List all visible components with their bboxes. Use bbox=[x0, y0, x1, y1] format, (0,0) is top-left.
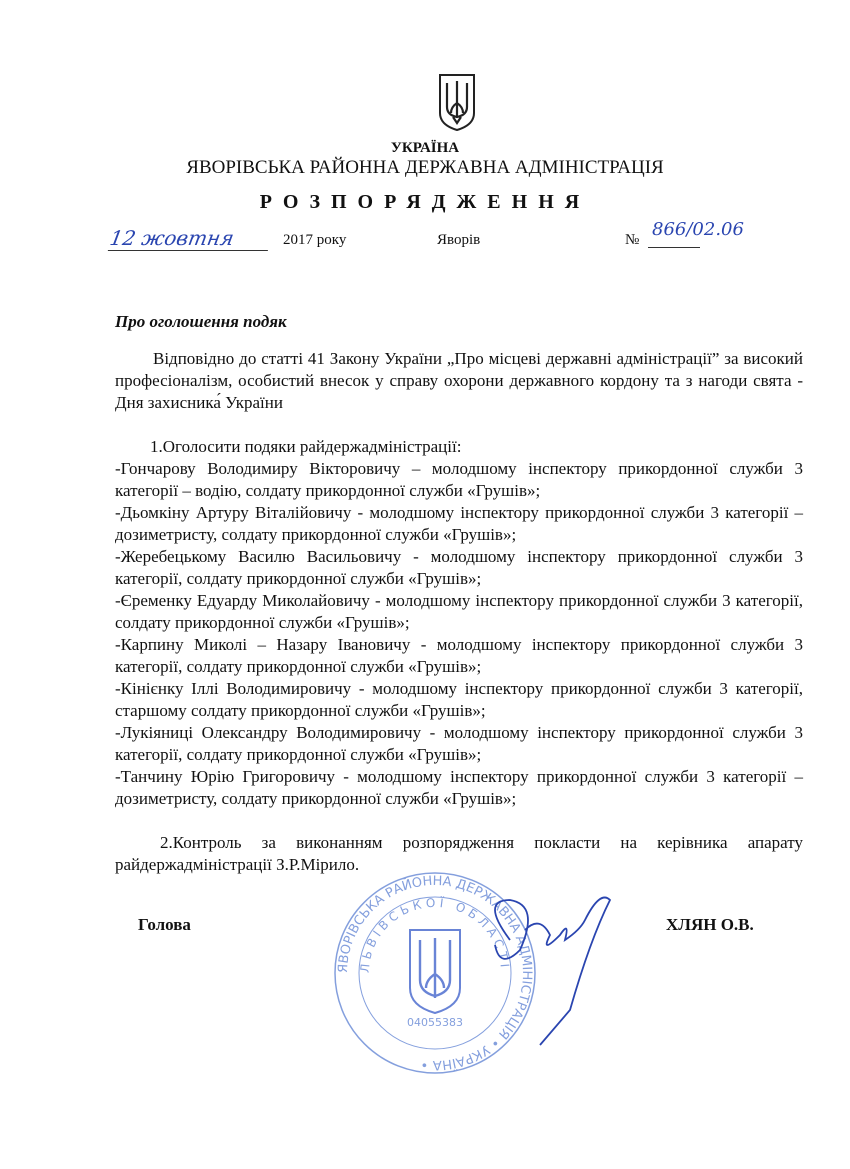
recipient-item: -Лукіяниці Олександру Володимировичу - молодшому інспектору прикордонної служби 3 категорії, солдату прикордонної служби «Грушів»; bbox=[115, 723, 803, 764]
document-subject: Про оголошення подяк bbox=[115, 312, 287, 331]
document-body bbox=[115, 348, 803, 876]
recipient-item: -Жеребецькому Василю Васильовичу - молодшому інспектору прикордонної служби 3 категорії, солдату прикордонної служби «Грушів»; bbox=[115, 547, 803, 588]
recipient-item: -Гончарову Володимиру Вікторовичу – молодшому інспектору прикордонної служби 3 категорії – водію, солдату прикордонної служби «Грушів»; bbox=[115, 459, 803, 500]
trident-emblem-icon bbox=[437, 73, 477, 131]
svg-text:ЛЬВІВСЬКОЇ ОБЛАСТІ: ЛЬВІВСЬКОЇ ОБЛАСТІ bbox=[357, 895, 513, 974]
country-heading: УКРАЇНА bbox=[390, 140, 460, 156]
number-sign: № bbox=[625, 232, 640, 248]
recipient-item: -Кінієнку Іллі Володимировичу - молодшому інспектору прикордонної служби 3 категорії, старшому солдату прикордонної служби «Грушів»; bbox=[115, 679, 803, 720]
svg-text:04055383: 04055383 bbox=[407, 1016, 463, 1029]
recipient-item: -Дьомкіну Артуру Віталійовичу - молодшому інспектору прикордонної служби 3 категорії – дозиметристу, солдату прикордонної служби «Грушів»; bbox=[115, 503, 803, 544]
document-type-heading: РОЗПОРЯДЖЕННЯ bbox=[259, 191, 591, 213]
handwritten-signature bbox=[470, 880, 630, 1050]
city-label: Яворів bbox=[437, 232, 481, 248]
signatory-name: ХЛЯН О.В. bbox=[666, 915, 754, 934]
number-underline bbox=[648, 247, 700, 248]
svg-text:ЯВОРІВСЬКА РАЙОННА ДЕРЖАВНА АД: ЯВОРІВСЬКА РАЙОННА ДЕРЖАВНА АДМІНІСТРАЦІЯ • УКРАЇНА • bbox=[335, 873, 535, 1073]
recipient-item: -Єременку Едуарду Миколайовичу - молодшому інспектору прикордонної служби 3 категорії, солдату прикордонної служби «Грушів»; bbox=[115, 591, 803, 632]
item-2-control: 2.Контроль за виконанням розпорядження покласти на керівника апарату райдержадміністрації З.Р.Мірило. bbox=[115, 833, 803, 874]
handwritten-date: 12 жовтня bbox=[108, 226, 272, 251]
handwritten-number: 866/02.06 bbox=[652, 219, 744, 240]
signatory-position: Голова bbox=[138, 915, 191, 934]
year-label: 2017 року bbox=[283, 232, 347, 248]
administration-heading: ЯВОРІВСЬКА РАЙОННА ДЕРЖАВНА АДМІНІСТРАЦІЯ bbox=[186, 157, 664, 178]
recipient-item: -Карпину Миколі – Назару Івановичу - молодшому інспектору прикордонної служби 3 категорії, солдату прикордонної служби «Грушів»; bbox=[115, 635, 803, 676]
item-1-intro: 1.Оголосити подяки райдержадміністрації: bbox=[150, 437, 462, 456]
preamble: Відповідно до статті 41 Закону України „Про місцеві державні адміністрації” за високий професіоналізм, особистий внесок у справу охорони державного кордону та з нагоди свята - Дня захисника́ України bbox=[115, 349, 803, 412]
recipient-item: -Танчину Юрію Григоровичу - молодшому інспектору прикордонної служби 3 категорії – дозиметристу, солдату прикордонної служби «Грушів»; bbox=[115, 767, 803, 808]
